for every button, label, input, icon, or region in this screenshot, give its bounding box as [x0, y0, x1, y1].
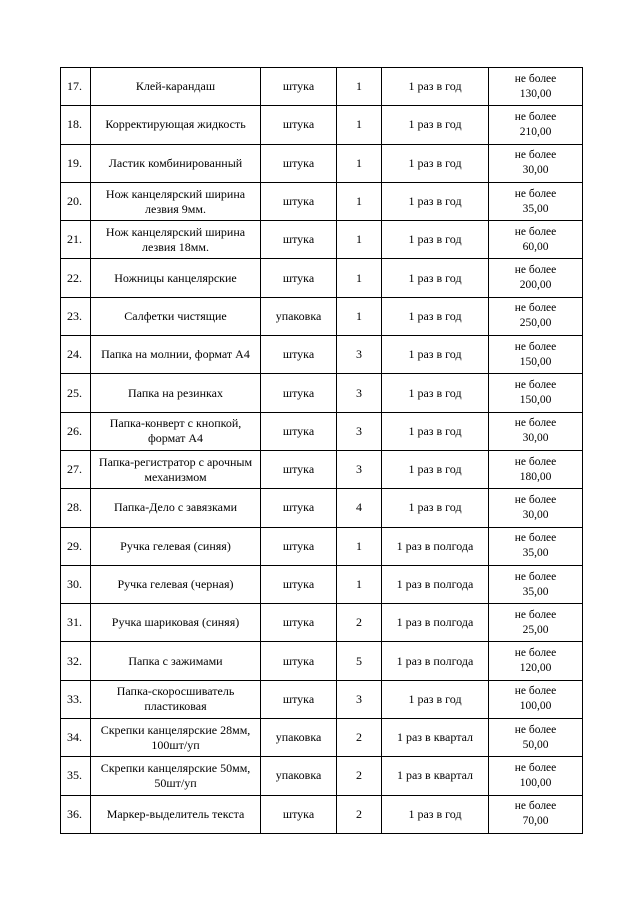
price-prefix: не более: [514, 110, 557, 123]
supplies-table-body: [61, 68, 583, 834]
item-price-limit: [489, 374, 583, 412]
price-value: 200,00: [519, 279, 552, 292]
item-name: Маркер-выделитель текста: [91, 795, 261, 833]
table-row: [61, 604, 583, 642]
item-unit: упаковка: [261, 719, 337, 757]
item-price-limit: [489, 182, 583, 220]
item-quantity: 2: [337, 795, 382, 833]
table-row: [61, 680, 583, 718]
price-value: 30,00: [522, 508, 549, 521]
item-number: 26.: [61, 412, 91, 450]
item-quantity: 1: [337, 68, 382, 106]
item-name: Ручка гелевая (черная): [91, 565, 261, 603]
price-prefix: не более: [514, 149, 557, 162]
item-name: Папка-Дело с завязками: [91, 489, 261, 527]
item-price-limit: [489, 221, 583, 259]
item-name: Ластик комбинированный: [91, 144, 261, 182]
item-price-limit: [489, 680, 583, 718]
price-prefix: не более: [514, 532, 557, 545]
item-unit: штука: [261, 604, 337, 642]
item-frequency: 1 раз в год: [382, 450, 489, 488]
price-value: 25,00: [522, 623, 549, 636]
price-prefix: не более: [514, 723, 557, 736]
price-prefix: не более: [514, 685, 557, 698]
price-value: 50,00: [522, 738, 549, 751]
item-unit: штука: [261, 374, 337, 412]
table-row: [61, 565, 583, 603]
item-unit: упаковка: [261, 297, 337, 335]
item-number: 20.: [61, 182, 91, 220]
item-name: Клей-карандаш: [91, 68, 261, 106]
item-frequency: 1 раз в год: [382, 374, 489, 412]
item-unit: штука: [261, 106, 337, 144]
item-number: 18.: [61, 106, 91, 144]
item-frequency: 1 раз в квартал: [382, 757, 489, 795]
table-row: [61, 259, 583, 297]
item-price-limit: [489, 719, 583, 757]
item-unit: штука: [261, 680, 337, 718]
item-number: 36.: [61, 795, 91, 833]
item-number: 17.: [61, 68, 91, 106]
price-value: 210,00: [519, 125, 552, 138]
item-frequency: 1 раз в год: [382, 336, 489, 374]
price-value: 70,00: [522, 815, 549, 828]
item-price-limit: [489, 106, 583, 144]
item-frequency: 1 раз в год: [382, 221, 489, 259]
item-name: Нож канцелярский ширина лезвия 9мм.: [91, 182, 261, 220]
item-quantity: 1: [337, 106, 382, 144]
item-unit: штука: [261, 68, 337, 106]
item-number: 34.: [61, 719, 91, 757]
price-prefix: не более: [514, 302, 557, 315]
item-number: 27.: [61, 450, 91, 488]
item-number: 29.: [61, 527, 91, 565]
item-quantity: 5: [337, 642, 382, 680]
item-number: 19.: [61, 144, 91, 182]
item-quantity: 2: [337, 719, 382, 757]
item-unit: штука: [261, 259, 337, 297]
item-quantity: 1: [337, 182, 382, 220]
item-quantity: 3: [337, 336, 382, 374]
item-unit: штука: [261, 412, 337, 450]
table-row: [61, 412, 583, 450]
table-row: [61, 182, 583, 220]
table-row: [61, 489, 583, 527]
price-prefix: не более: [514, 379, 557, 392]
table-row: [61, 374, 583, 412]
item-name: Скрепки канцелярские 28мм, 100шт/уп: [91, 719, 261, 757]
item-quantity: 3: [337, 374, 382, 412]
table-row: [61, 144, 583, 182]
item-quantity: 1: [337, 144, 382, 182]
supplies-table: [60, 67, 583, 834]
table-row: [61, 642, 583, 680]
table-row: [61, 719, 583, 757]
item-quantity: 2: [337, 757, 382, 795]
item-number: 30.: [61, 565, 91, 603]
price-prefix: не более: [514, 187, 557, 200]
price-value: 150,00: [519, 355, 552, 368]
table-row: [61, 297, 583, 335]
item-number: 32.: [61, 642, 91, 680]
item-price-limit: [489, 489, 583, 527]
item-price-limit: [489, 565, 583, 603]
item-number: 28.: [61, 489, 91, 527]
price-value: 35,00: [522, 202, 549, 215]
item-frequency: 1 раз в год: [382, 259, 489, 297]
item-quantity: 1: [337, 527, 382, 565]
item-number: 31.: [61, 604, 91, 642]
item-frequency: 1 раз в полгода: [382, 604, 489, 642]
item-number: 23.: [61, 297, 91, 335]
item-name: Папка-конверт с кнопкой, формат А4: [91, 412, 261, 450]
item-name: Папка на молнии, формат А4: [91, 336, 261, 374]
table-row: [61, 795, 583, 833]
price-value: 35,00: [522, 547, 549, 560]
item-frequency: 1 раз в год: [382, 182, 489, 220]
price-prefix: не более: [514, 264, 557, 277]
item-price-limit: [489, 604, 583, 642]
item-name: Папка с зажимами: [91, 642, 261, 680]
item-frequency: 1 раз в год: [382, 795, 489, 833]
item-frequency: 1 раз в год: [382, 412, 489, 450]
item-name: Скрепки канцелярские 50мм, 50шт/уп: [91, 757, 261, 795]
price-value: 35,00: [522, 585, 549, 598]
price-value: 30,00: [522, 432, 549, 445]
price-prefix: не более: [514, 455, 557, 468]
item-unit: штука: [261, 489, 337, 527]
item-quantity: 2: [337, 604, 382, 642]
item-price-limit: [489, 336, 583, 374]
price-value: 150,00: [519, 394, 552, 407]
table-row: [61, 106, 583, 144]
item-quantity: 1: [337, 221, 382, 259]
item-unit: штука: [261, 527, 337, 565]
item-price-limit: [489, 450, 583, 488]
item-quantity: 1: [337, 565, 382, 603]
item-quantity: 1: [337, 297, 382, 335]
item-frequency: 1 раз в год: [382, 106, 489, 144]
item-unit: штука: [261, 450, 337, 488]
price-prefix: не более: [514, 340, 557, 353]
price-prefix: не более: [514, 647, 557, 660]
item-name: Папка на резинках: [91, 374, 261, 412]
item-frequency: 1 раз в год: [382, 297, 489, 335]
item-price-limit: [489, 642, 583, 680]
price-prefix: не более: [514, 570, 557, 583]
item-unit: штука: [261, 642, 337, 680]
price-prefix: не более: [514, 800, 557, 813]
item-frequency: 1 раз в полгода: [382, 642, 489, 680]
item-frequency: 1 раз в год: [382, 489, 489, 527]
item-name: Папка-скоросшиватель пластиковая: [91, 680, 261, 718]
item-name: Корректирующая жидкость: [91, 106, 261, 144]
item-price-limit: [489, 259, 583, 297]
item-price-limit: [489, 757, 583, 795]
price-prefix: не более: [514, 608, 557, 621]
item-quantity: 3: [337, 680, 382, 718]
item-frequency: 1 раз в полгода: [382, 565, 489, 603]
item-unit: штука: [261, 182, 337, 220]
item-name: Ножницы канцелярские: [91, 259, 261, 297]
item-frequency: 1 раз в полгода: [382, 527, 489, 565]
item-quantity: 1: [337, 259, 382, 297]
table-row: [61, 336, 583, 374]
item-name: Папка-регистратор с арочным механизмом: [91, 450, 261, 488]
item-name: Ручка гелевая (синяя): [91, 527, 261, 565]
item-frequency: 1 раз в год: [382, 144, 489, 182]
price-value: 130,00: [519, 87, 552, 100]
price-value: 100,00: [519, 700, 552, 713]
price-value: 30,00: [522, 164, 549, 177]
item-frequency: 1 раз в год: [382, 68, 489, 106]
price-prefix: не более: [514, 225, 557, 238]
price-value: 60,00: [522, 240, 549, 253]
price-value: 250,00: [519, 317, 552, 330]
item-price-limit: [489, 144, 583, 182]
item-unit: штука: [261, 795, 337, 833]
table-row: [61, 757, 583, 795]
item-price-limit: [489, 68, 583, 106]
item-price-limit: [489, 527, 583, 565]
item-unit: штука: [261, 144, 337, 182]
item-quantity: 4: [337, 489, 382, 527]
price-value: 120,00: [519, 662, 552, 675]
item-number: 22.: [61, 259, 91, 297]
item-quantity: 3: [337, 412, 382, 450]
item-number: 25.: [61, 374, 91, 412]
table-row: [61, 527, 583, 565]
table-row: [61, 221, 583, 259]
item-unit: штука: [261, 565, 337, 603]
price-value: 180,00: [519, 470, 552, 483]
item-number: 35.: [61, 757, 91, 795]
price-prefix: не более: [514, 417, 557, 430]
item-unit: штука: [261, 336, 337, 374]
table-row: [61, 68, 583, 106]
item-number: 21.: [61, 221, 91, 259]
item-unit: штука: [261, 221, 337, 259]
item-unit: упаковка: [261, 757, 337, 795]
price-prefix: не более: [514, 761, 557, 774]
item-quantity: 3: [337, 450, 382, 488]
item-price-limit: [489, 412, 583, 450]
price-value: 100,00: [519, 776, 552, 789]
price-prefix: не более: [514, 72, 557, 85]
item-number: 24.: [61, 336, 91, 374]
item-name: Ручка шариковая (синяя): [91, 604, 261, 642]
price-prefix: не более: [514, 493, 557, 506]
item-number: 33.: [61, 680, 91, 718]
item-price-limit: [489, 297, 583, 335]
item-frequency: 1 раз в квартал: [382, 719, 489, 757]
item-frequency: 1 раз в год: [382, 680, 489, 718]
item-price-limit: [489, 795, 583, 833]
item-name: Салфетки чистящие: [91, 297, 261, 335]
item-name: Нож канцелярский ширина лезвия 18мм.: [91, 221, 261, 259]
table-row: [61, 450, 583, 488]
